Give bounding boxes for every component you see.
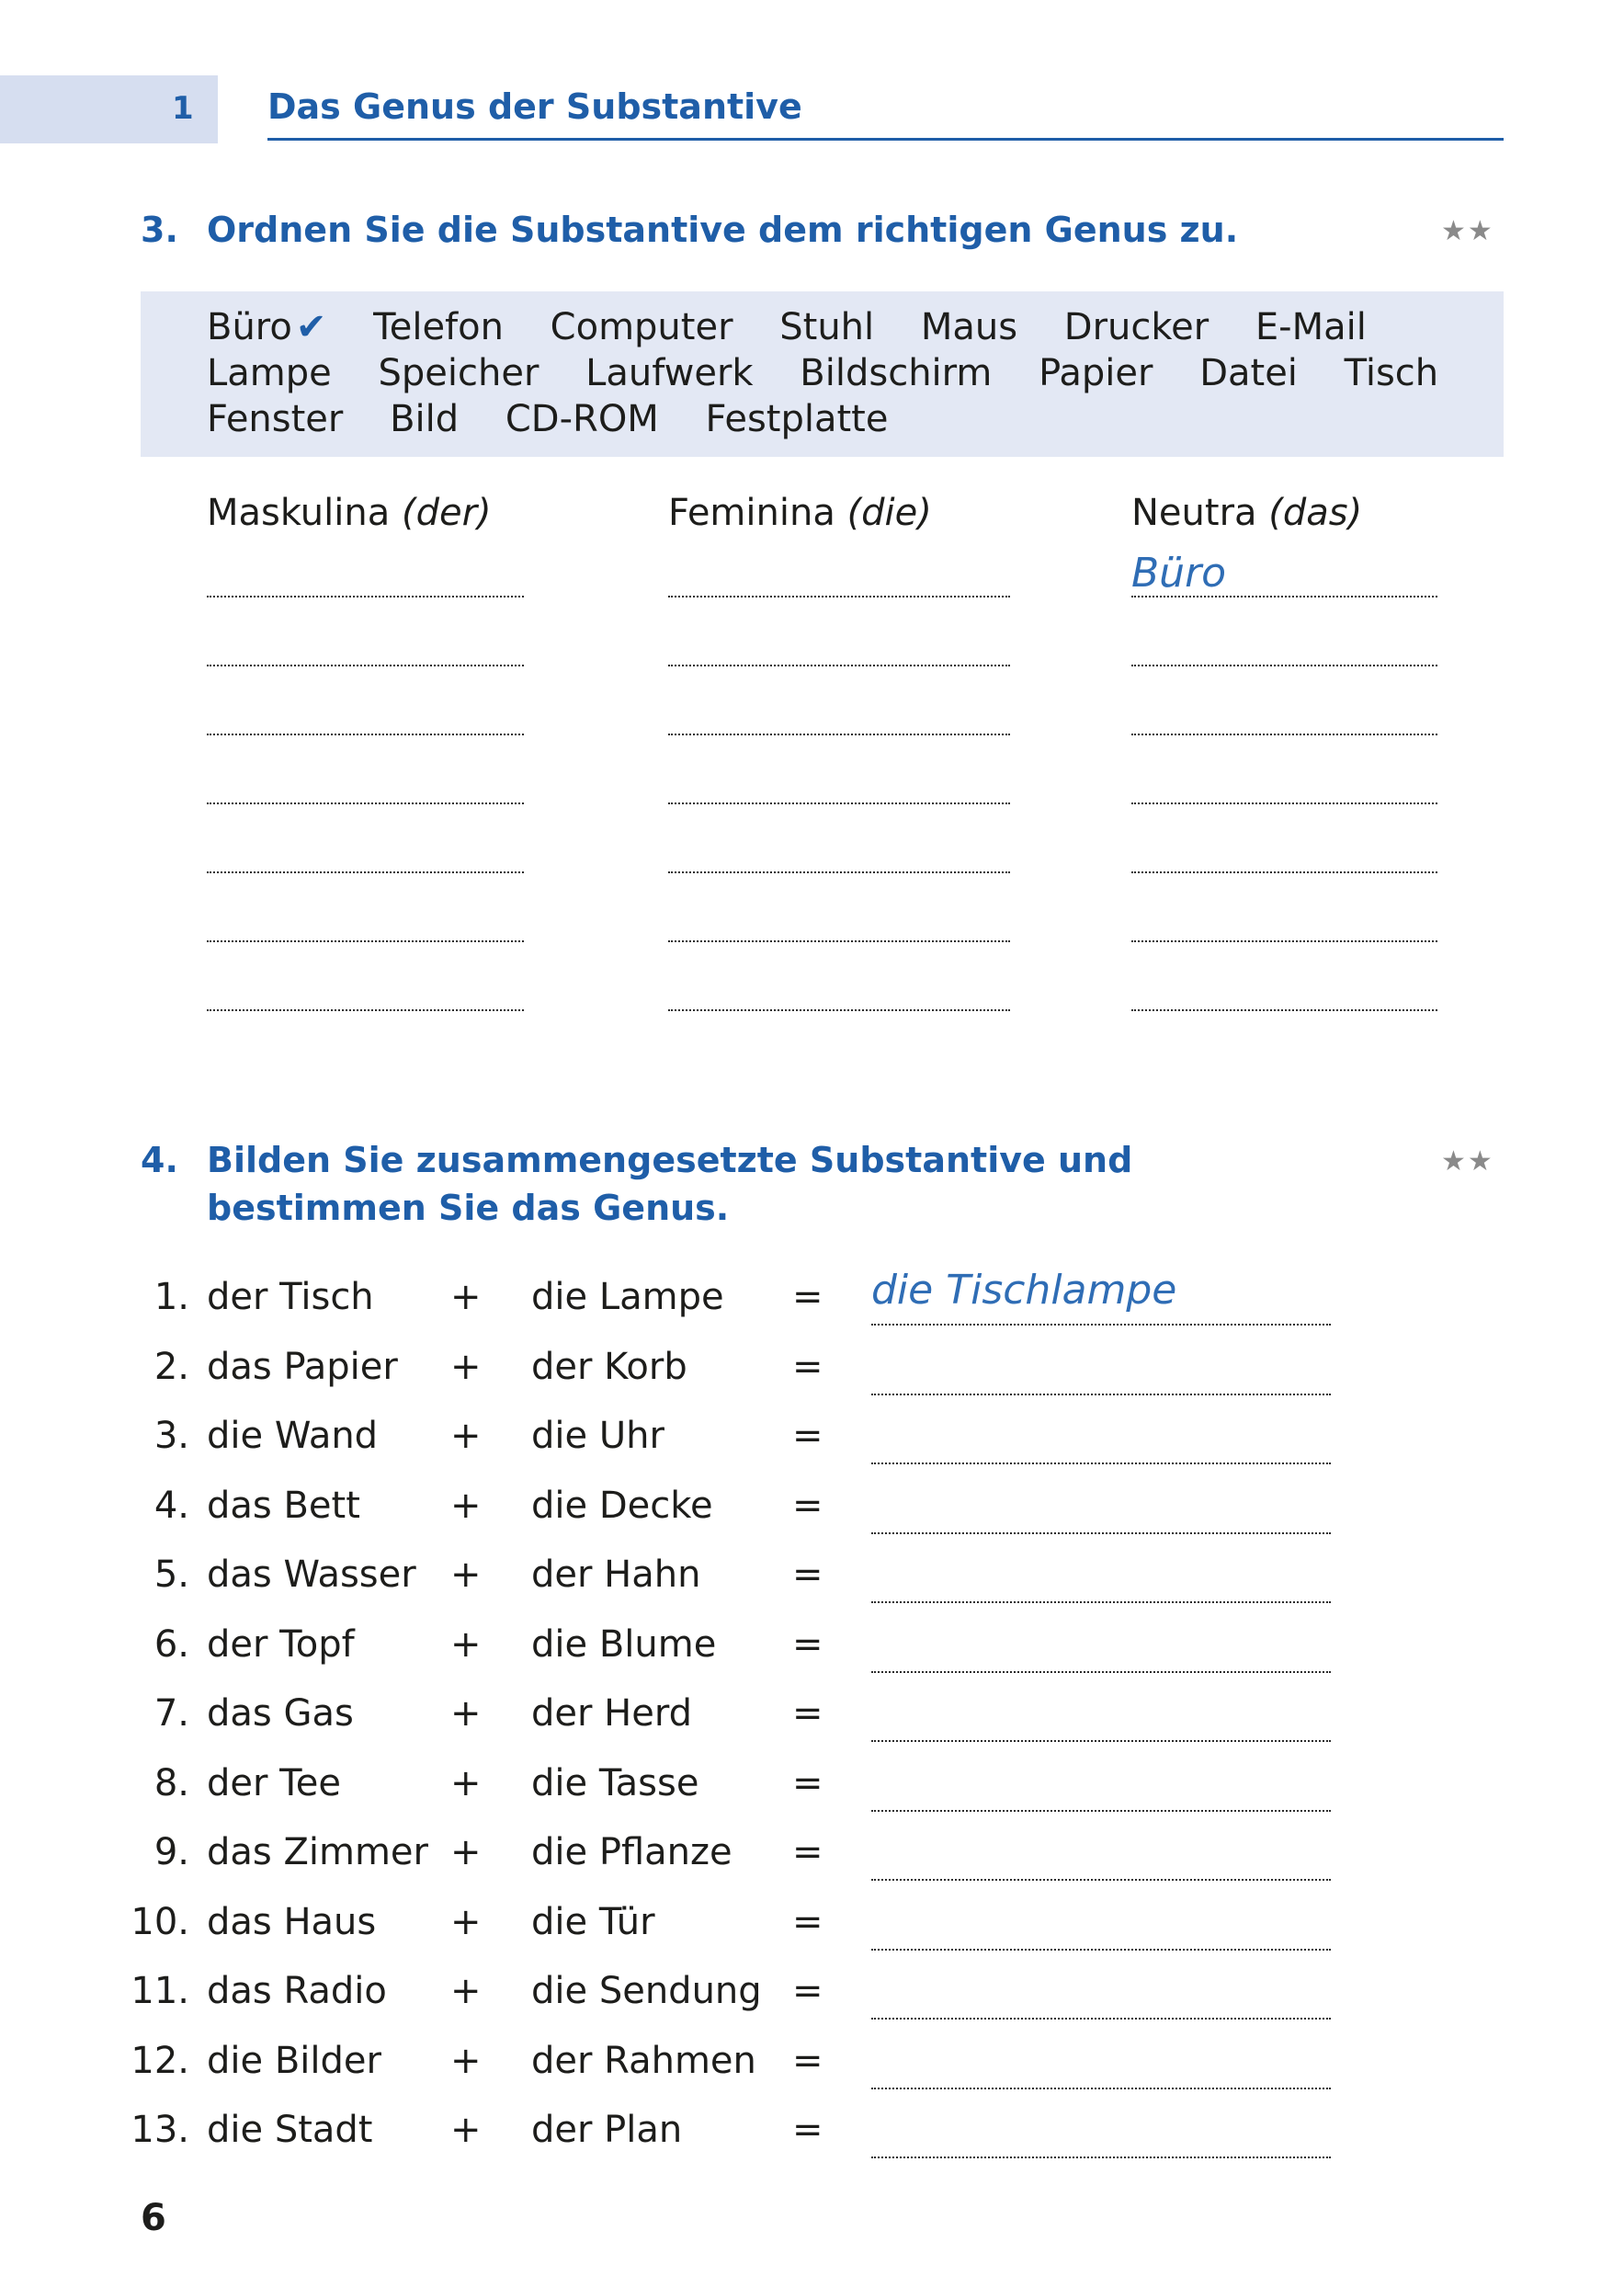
- plus-sign: +: [450, 1622, 482, 1666]
- column-label: Maskulina: [207, 492, 391, 534]
- word: Papier: [1039, 352, 1153, 394]
- answer-line[interactable]: [1131, 871, 1437, 873]
- second-noun: die Pflanze: [531, 1831, 733, 1873]
- equals-sign: =: [792, 1970, 823, 2012]
- item-number: 1.: [153, 1276, 189, 1318]
- word: Tisch: [1344, 352, 1439, 394]
- equals-sign: =: [792, 1900, 823, 1943]
- column-header-maskulina: [207, 492, 492, 534]
- item-number: 12.: [131, 2039, 189, 2082]
- word: Festplatte: [705, 398, 889, 440]
- column-article: (der): [401, 492, 492, 534]
- plus-sign: +: [450, 1553, 482, 1596]
- second-noun: die Tür: [531, 1900, 655, 1943]
- first-noun: das Zimmer: [207, 1831, 428, 1873]
- word: Drucker: [1063, 306, 1209, 348]
- word-row-3: [207, 398, 923, 440]
- item-number: 10.: [131, 1900, 189, 1943]
- answer-line[interactable]: [871, 1671, 1331, 1673]
- second-noun: die Uhr: [531, 1415, 664, 1457]
- equals-sign: =: [792, 1831, 823, 1873]
- equals-sign: =: [792, 1692, 823, 1735]
- plus-sign: +: [450, 1276, 482, 1318]
- equals-sign: =: [792, 1345, 823, 1388]
- equals-sign: =: [792, 1415, 823, 1457]
- word: Laufwerk: [585, 352, 754, 394]
- answer-line[interactable]: [207, 871, 524, 873]
- compound-row: [0, 1415, 1624, 1484]
- answer-line[interactable]: [871, 1462, 1331, 1464]
- equals-sign: =: [792, 1553, 823, 1596]
- compound-row: [0, 1267, 1624, 1345]
- answer-line[interactable]: [1131, 940, 1437, 942]
- item-number: 7.: [153, 1692, 189, 1735]
- compound-row: [0, 1346, 1624, 1415]
- word-box: [141, 291, 1504, 457]
- answer-line[interactable]: [871, 1532, 1331, 1534]
- answer-line[interactable]: [207, 734, 524, 735]
- compound-row: [0, 2040, 1624, 2109]
- answer-line[interactable]: [668, 1009, 1010, 1011]
- compound-row: [0, 1623, 1624, 1692]
- answer-line[interactable]: [207, 802, 524, 804]
- equals-sign: =: [792, 2039, 823, 2082]
- answer-line[interactable]: [668, 596, 1010, 597]
- answer-line[interactable]: [207, 665, 524, 666]
- item-number: 13.: [131, 2109, 189, 2151]
- compound-row: [0, 1970, 1624, 2039]
- compound-row: [0, 2109, 1624, 2178]
- answer-line[interactable]: [871, 1879, 1331, 1881]
- first-noun: die Bilder: [207, 2039, 381, 2082]
- word-row-1: [207, 306, 1402, 348]
- word-row-2: [207, 352, 1473, 394]
- word: Fenster: [207, 398, 344, 440]
- first-noun: das Papier: [207, 1345, 398, 1388]
- plus-sign: +: [450, 1970, 482, 2012]
- exercise-3-difficulty-stars: ★★: [1441, 215, 1494, 247]
- answer-line[interactable]: [668, 940, 1010, 942]
- second-noun: die Lampe: [531, 1276, 724, 1318]
- item-number: 5.: [153, 1553, 189, 1596]
- answer-line[interactable]: [871, 2157, 1331, 2158]
- word: Bildschirm: [800, 352, 993, 394]
- second-noun: der Herd: [531, 1692, 692, 1735]
- column-article: (die): [846, 492, 932, 534]
- equals-sign: =: [792, 1484, 823, 1527]
- column-header-feminina: [668, 492, 932, 534]
- second-noun: der Plan: [531, 2109, 683, 2151]
- chapter-title: Das Genus der Substantive: [267, 86, 802, 127]
- compound-row: [0, 1485, 1624, 1553]
- exercise-4-difficulty-stars: ★★: [1441, 1145, 1494, 1178]
- second-noun: der Hahn: [531, 1553, 701, 1596]
- word: Speicher: [378, 352, 539, 394]
- word: Bild: [390, 398, 460, 440]
- exercise-3-number: 3.: [141, 210, 178, 250]
- answer-line[interactable]: [871, 1601, 1331, 1603]
- answer-line[interactable]: [871, 1324, 1331, 1326]
- plus-sign: +: [450, 1484, 482, 1527]
- answer-line[interactable]: [871, 1810, 1331, 1812]
- first-noun: das Radio: [207, 1970, 387, 2012]
- answer-line[interactable]: [668, 665, 1010, 666]
- word: CD-ROM: [505, 398, 659, 440]
- first-noun: der Tisch: [207, 1276, 374, 1318]
- check-icon: ✔: [295, 306, 327, 348]
- word: Datei: [1199, 352, 1298, 394]
- answer-line[interactable]: [207, 1009, 524, 1011]
- second-noun: der Rahmen: [531, 2039, 756, 2082]
- plus-sign: +: [450, 2039, 482, 2082]
- word: Lampe: [207, 352, 332, 394]
- compound-row: [0, 1692, 1624, 1761]
- answer-line[interactable]: [871, 2018, 1331, 2020]
- answer-line[interactable]: [1131, 734, 1437, 735]
- item-number: 4.: [153, 1484, 189, 1527]
- answer-line[interactable]: [1131, 596, 1437, 597]
- item-number: 6.: [153, 1622, 189, 1666]
- second-noun: die Blume: [531, 1622, 717, 1666]
- equals-sign: =: [792, 1622, 823, 1666]
- column-label: Neutra: [1131, 492, 1257, 534]
- first-noun: die Stadt: [207, 2109, 373, 2151]
- column-article: (das): [1268, 492, 1363, 534]
- compound-row: [0, 1901, 1624, 1970]
- item-number: 3.: [153, 1415, 189, 1457]
- page-number: 6: [141, 2197, 166, 2239]
- second-noun: die Tasse: [531, 1761, 699, 1804]
- second-noun: die Decke: [531, 1484, 713, 1527]
- second-noun: die Sendung: [531, 1970, 762, 2012]
- plus-sign: +: [450, 1345, 482, 1388]
- word: Computer: [550, 306, 733, 348]
- answer-line[interactable]: [871, 1394, 1331, 1395]
- answer-line[interactable]: [1131, 1009, 1437, 1011]
- word: Büro: [207, 306, 292, 348]
- answer-line[interactable]: [1131, 802, 1437, 804]
- plus-sign: +: [450, 1900, 482, 1943]
- exercise-3-instruction: Ordnen Sie die Substantive dem richtigen Genus zu.: [207, 210, 1239, 250]
- column-label: Feminina: [668, 492, 835, 534]
- compound-row: [0, 1553, 1624, 1622]
- answer-line[interactable]: [668, 802, 1010, 804]
- item-number: 9.: [153, 1831, 189, 1873]
- compound-row: [0, 1762, 1624, 1831]
- answer-line[interactable]: [668, 734, 1010, 735]
- answer-line[interactable]: [871, 1949, 1331, 1951]
- item-number: 8.: [153, 1761, 189, 1804]
- word: E-Mail: [1255, 306, 1367, 348]
- first-noun: das Gas: [207, 1692, 354, 1735]
- word: Telefon: [373, 306, 504, 348]
- word: Stuhl: [779, 306, 875, 348]
- plus-sign: +: [450, 1761, 482, 1804]
- first-noun: der Topf: [207, 1622, 355, 1666]
- item-number: 2.: [153, 1345, 189, 1388]
- first-noun: die Wand: [207, 1415, 379, 1457]
- answer-line[interactable]: [1131, 665, 1437, 666]
- exercise-4-instruction: Bilden Sie zusammengesetzte Substantive und bestimmen Sie das Genus.: [207, 1140, 1133, 1228]
- plus-sign: +: [450, 2109, 482, 2151]
- compound-row: [0, 1831, 1624, 1900]
- plus-sign: +: [450, 1831, 482, 1873]
- equals-sign: =: [792, 1761, 823, 1804]
- first-noun: das Bett: [207, 1484, 360, 1527]
- header-rule: [267, 138, 1504, 141]
- plus-sign: +: [450, 1692, 482, 1735]
- column-header-neutra: [1131, 492, 1362, 534]
- equals-sign: =: [792, 1276, 823, 1318]
- equals-sign: =: [792, 2109, 823, 2151]
- chapter-number: 1: [172, 90, 194, 127]
- plus-sign: +: [450, 1415, 482, 1457]
- answer-line[interactable]: [207, 940, 524, 942]
- answer-line[interactable]: [871, 1740, 1331, 1742]
- word: Maus: [920, 306, 1018, 348]
- answer-line[interactable]: [668, 871, 1010, 873]
- first-noun: das Wasser: [207, 1553, 416, 1596]
- exercise-4-number: 4.: [141, 1140, 178, 1180]
- item-number: 11.: [131, 1970, 189, 2012]
- answer-line[interactable]: [207, 596, 524, 597]
- answer-line[interactable]: [871, 2088, 1331, 2089]
- compound-answer: die Tischlampe: [871, 1267, 1177, 1314]
- second-noun: der Korb: [531, 1345, 687, 1388]
- example-answer-neutra: Büro: [1131, 550, 1227, 597]
- first-noun: der Tee: [207, 1761, 342, 1804]
- first-noun: das Haus: [207, 1900, 377, 1943]
